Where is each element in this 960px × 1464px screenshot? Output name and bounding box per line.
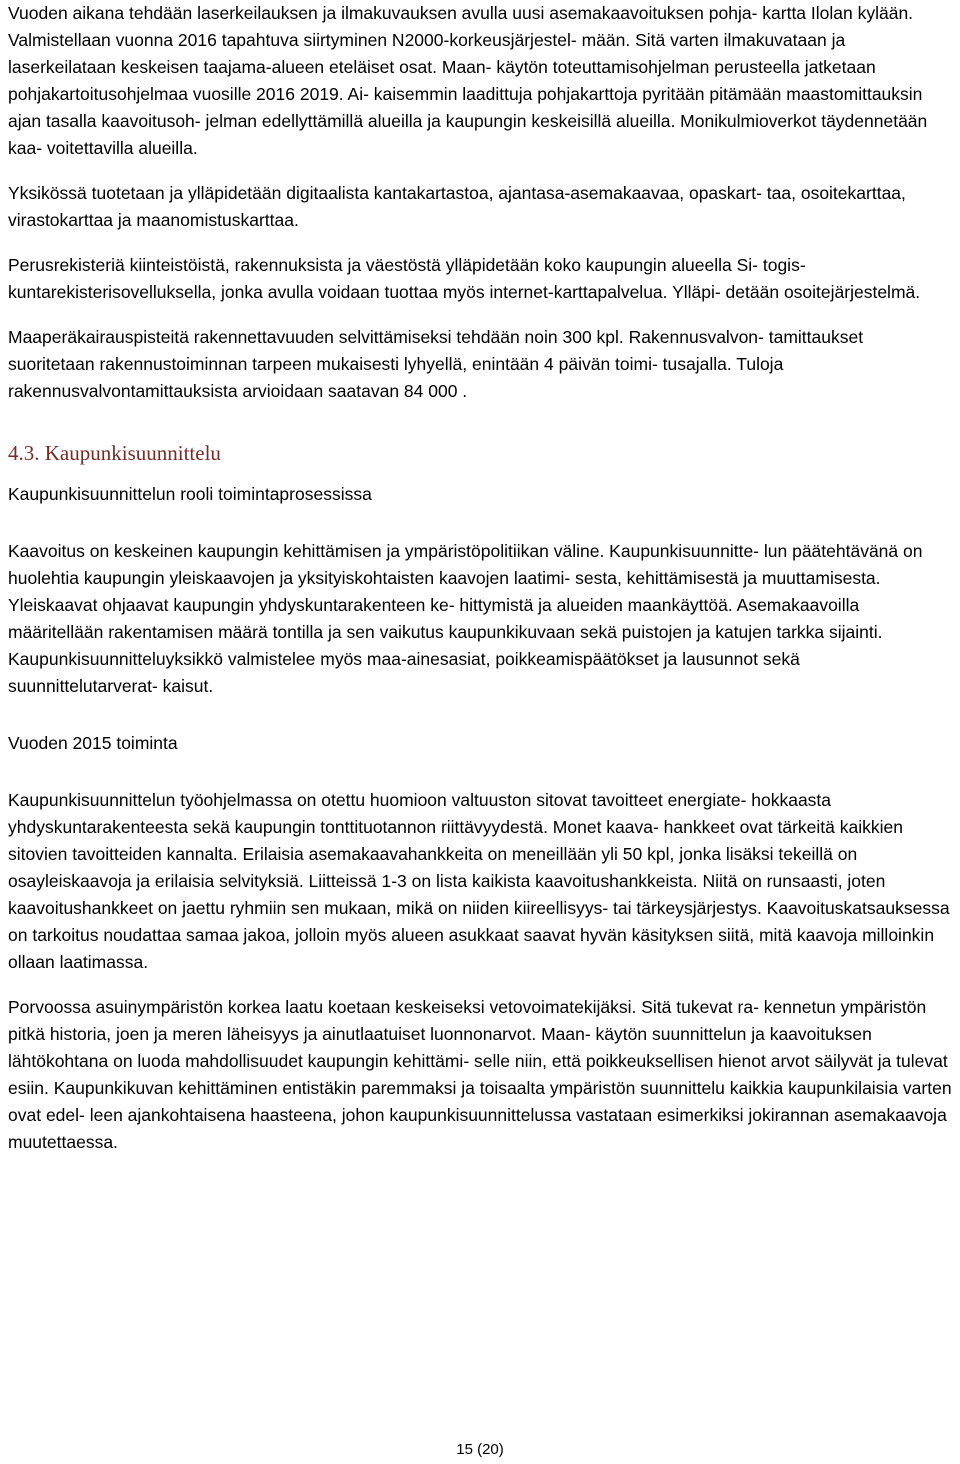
- paragraph-map-production: Yksikössä tuotetaan ja ylläpidetään digitaalista kantakartastoa, ajantasa-asemakaavaa, opaskart- taa, osoitekarttaa, virastokarttaa ja maanomistuskarttaa.: [8, 183, 906, 230]
- paragraph-work-program: Kaupunkisuunnittelun työohjelmassa on otettu huomioon valtuuston sitovat tavoitteet energiate- hokkaasta yhdyskuntarakenteesta sekä kaupungin tonttituotannon riittävyydestä. Monet kaava- hankkeet ovat tärkeitä kaikkien sitovien tavoitteiden kannalta. Erilaisia asemakaavahankkeita on meneillään yli 50 kpl, jonka lisäksi tekeillä on osayleiskaavoja ja erilaisia selvityksiä. Liitteissä 1-3 on lista kaikista kaavoitushankkeista. Niitä on runsaasti, joten kaavoitushankkeet on jaettu ryhmiin sen mukaan, mikä on niiden kiireellisyys- tai tärkeysjärjestys. Kaavoituskatsauksessa on tarkoitus noudattaa samaa jakoa, jolloin myös alueen asukkaat saavat hyvän käsityksen siitä, mitä kaavoja milloinkin ollaan laatimassa.: [8, 790, 950, 972]
- paragraph-living-environment: Porvoossa asuinympäristön korkea laatu koetaan keskeiseksi vetovoimatekijäksi. Sitä tukevat ra- kennetun ympäristön pitkä historia, joen ja meren läheisyys ja ainutlaatuiset luonnonarvot. Maan- käytön suunnittelun ja kaavoituksen lähtökohtana on luoda mahdollisuudet kaupungin kehittämi- selle niin, että poikkeuksellisen hienot arvot säilyvät ja tulevat esiin. Kaupunkikuvan kehittäminen entistäkin paremmaksi ja toisaalta ympäristön suunnittelu kaikkia kaupunkilaisia varten ovat edel- leen ajankohtaisena haasteena, johon kaupunkisuunnittelussa vastataan esimerkiksi jokirannan asemakaavoja muutettaessa.: [8, 997, 952, 1152]
- document-page: [8, 0, 952, 1156]
- section-heading: 4.3. Kaupunkisuunnittelu: [8, 441, 221, 465]
- paragraph-base-mapping: Vuoden aikana tehdään laserkeilauksen ja ilmakuvauksen avulla uusi asemakaavoituksen pohja- kartta Ilolan kylään. Valmistellaan vuonna 2016 tapahtuva siirtyminen N2000-korkeusjärjestel- mään. Sitä varten ilmakuvataan ja laserkeilataan keskeisen taajama-alueen eteläiset osat. Maan- käytön toteuttamisohjelman perusteella jatketaan pohjakartoitusohjelmaa vuosille 2016 2019. Ai- kaisemmin laadittuja pohjakarttoja pyritään pitämään maastomittauksin ajan tasalla kaavoitusoh- jelman edellyttämillä alueilla ja kaupungin keskeisillä alueilla. Monikulmioverkot täydennetään kaa- voitettavilla alueilla.: [8, 3, 928, 158]
- paragraph-registry: Perusrekisteriä kiinteistöistä, rakennuksista ja väestöstä ylläpidetään koko kaupungin alueella Si- togis-kuntarekisterisovelluksella, jonka avulla voidaan tuottaa myös internet-karttapalvelua. Ylläpi- detään osoitejärjestelmä.: [8, 255, 921, 302]
- subheading-activities: Vuoden 2015 toiminta: [8, 733, 178, 753]
- paragraph-soil-drilling: Maaperäkairauspisteitä rakennettavuuden selvittämiseksi tehdään noin 300 kpl. Rakennusvalvon- tamittaukset suoritetaan rakennustoiminnan tarpeen mukaisesti lyhyellä, enintään 4 päivän toimi- tusajalla. Tuloja rakennusvalvontamittauksista arvioidaan saatavan 84 000 .: [8, 327, 864, 401]
- paragraph-role: Kaavoitus on keskeinen kaupungin kehittämisen ja ympäristöpolitiikan väline. Kaupunkisuunnitte- lun päätehtävänä on huolehtia kaupungin yleiskaavojen ja yksityiskohtaisten kaavojen laatimi- sesta, kehittämisestä ja muuttamisesta. Yleiskaavat ohjaavat kaupungin yhdyskuntarakenteen ke- hittymistä ja alueiden maankäyttöä. Asemakaavoilla määritellään rakentamisen määrä tontilla ja sen vaikutus kaupunkikuvaan sekä puistojen ja katujen tarkka sijainti. Kaupunkisuunnitteluyksikkö valmistelee myös maa-ainesasiat, poikkeamispäätökset ja lausunnot sekä suunnittelutarverat- kaisut.: [8, 541, 923, 696]
- page-number: 15 (20): [456, 1441, 504, 1458]
- subheading-role: Kaupunkisuunnittelun rooli toimintaprosessissa: [8, 484, 372, 504]
